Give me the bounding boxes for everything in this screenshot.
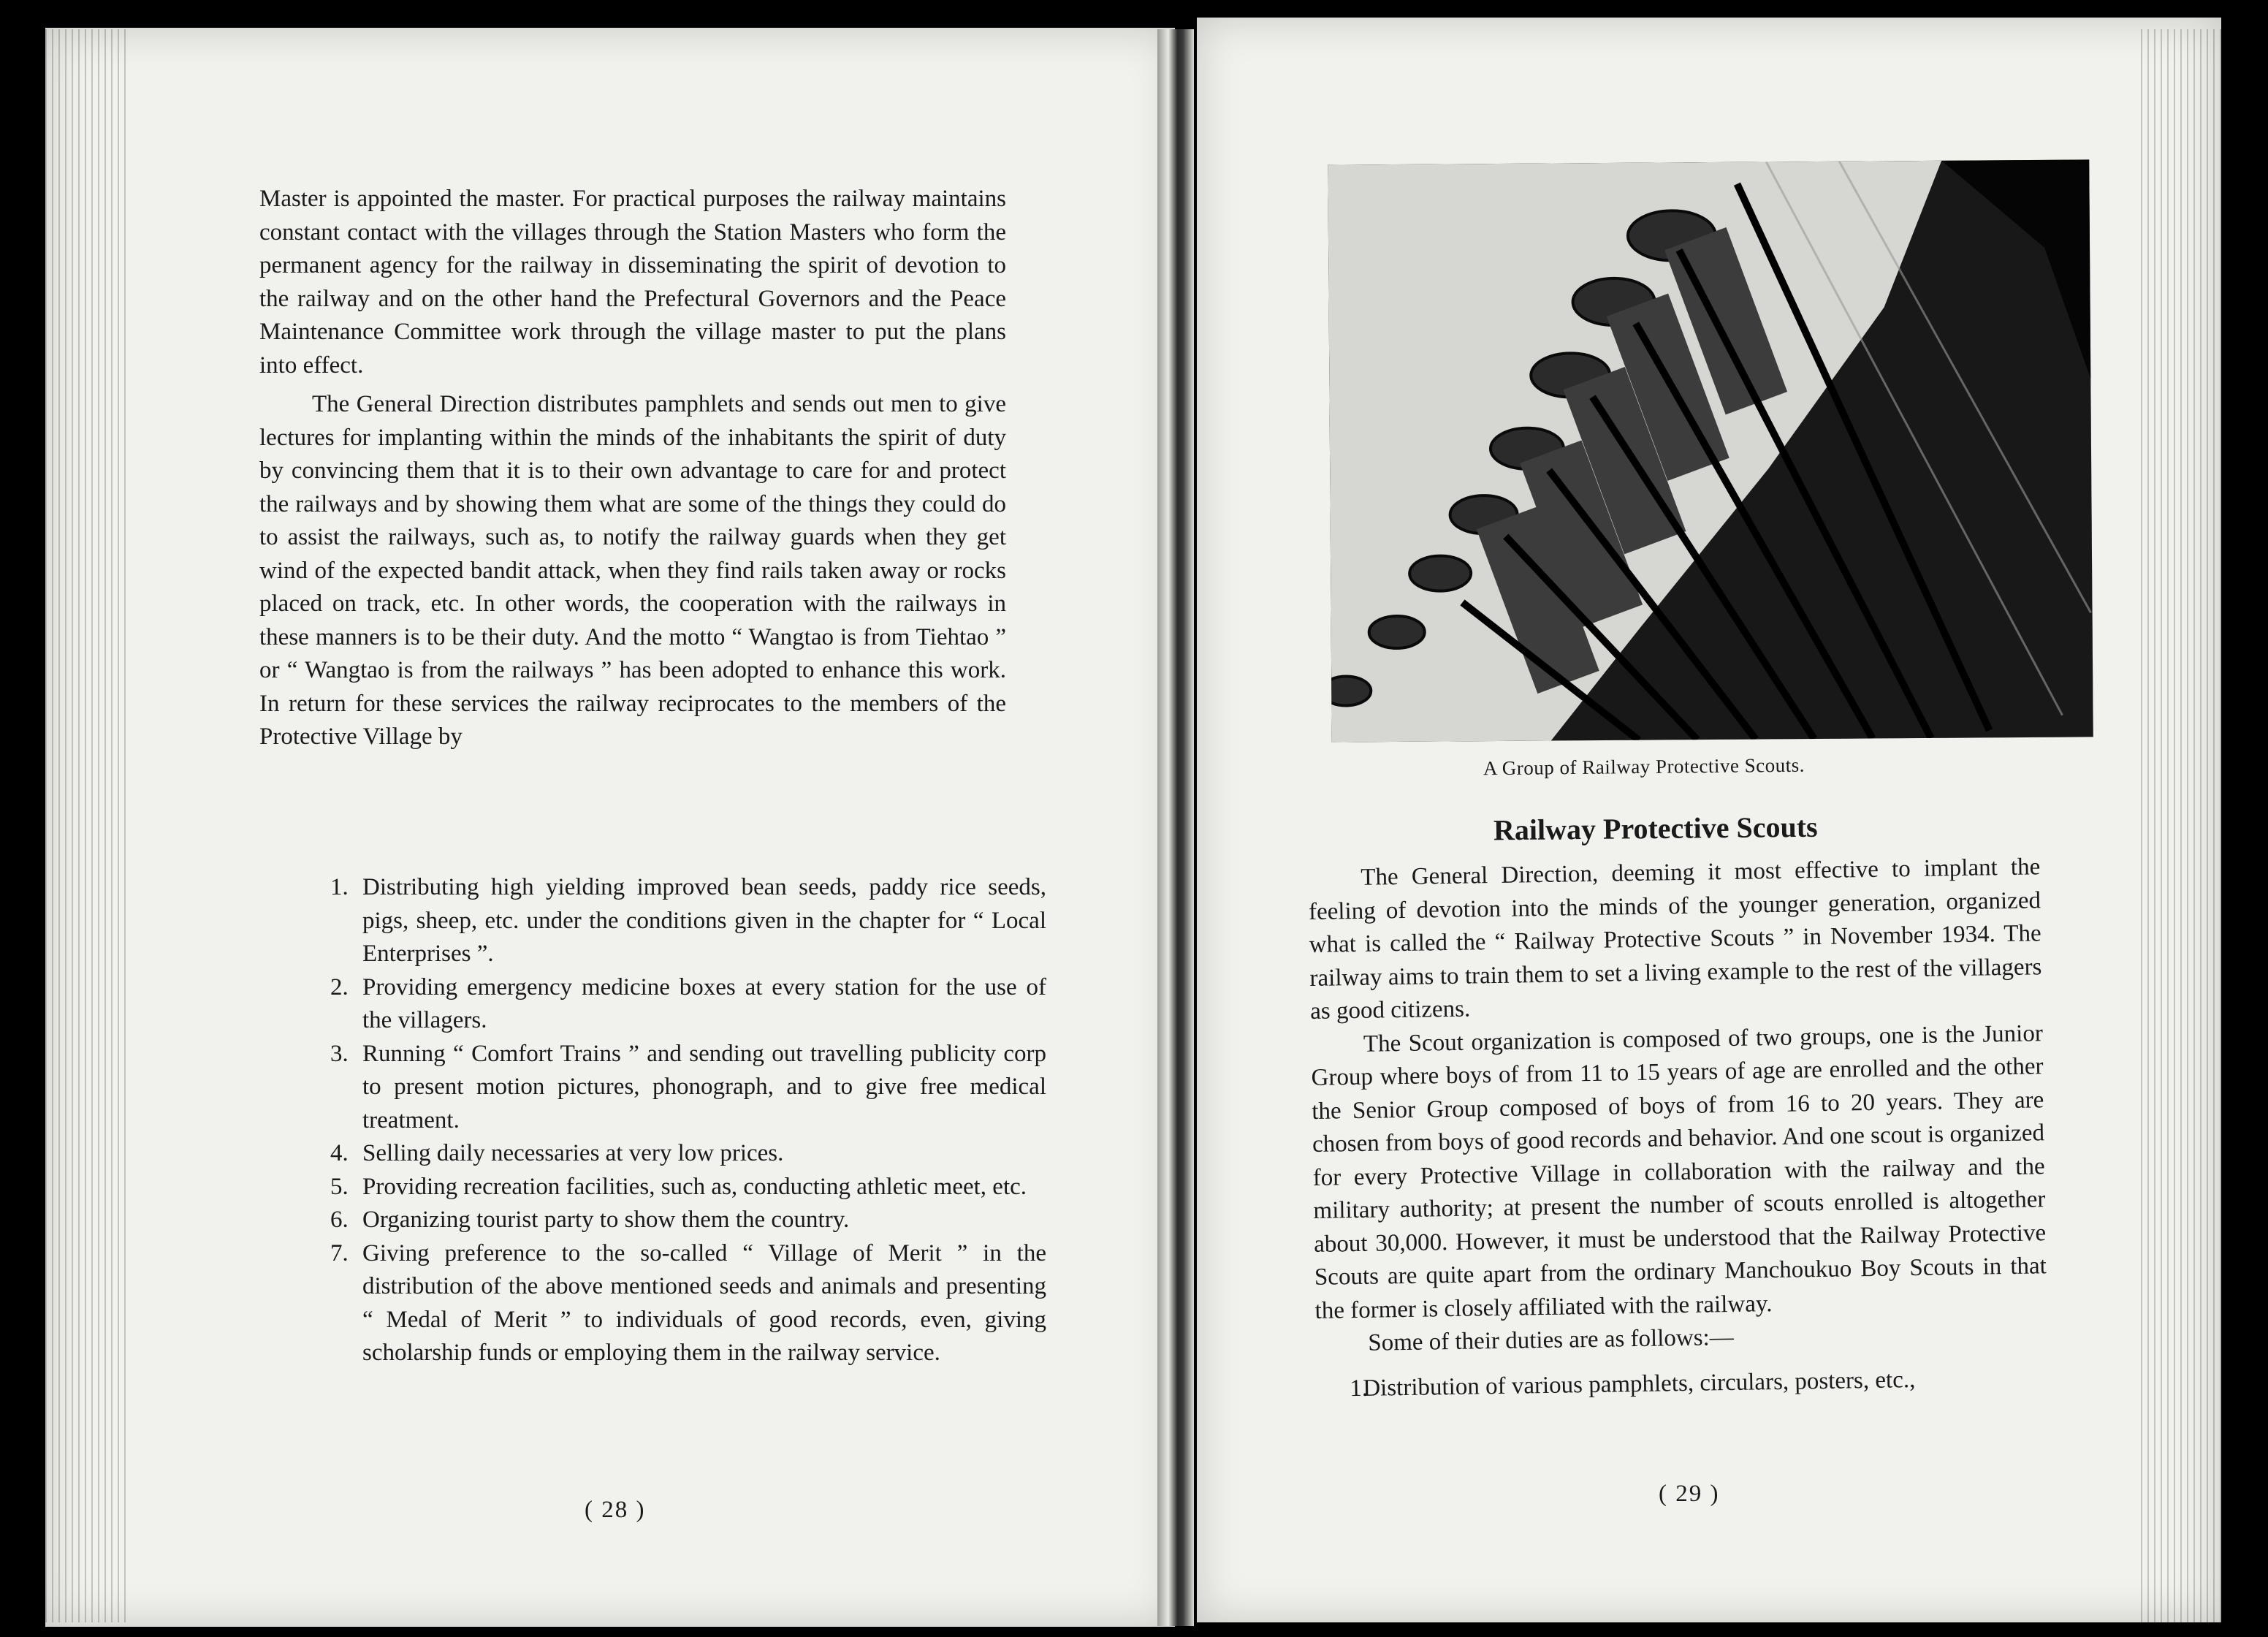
services-list-item [330,1137,1046,1171]
services-list-item [330,1171,1046,1204]
services-list-text: Providing emergency medicine boxes at every station for the use of the villagers. [362,973,1046,1033]
services-list-item [330,1204,1046,1237]
services-list-number: 1. [330,874,349,900]
left-paragraph-1: Master is appointed the master. For practical purposes the railway maintains constant contact with the villages through the Station Masters who form the permanent agency for the railway in disseminating the spirit of devotion to the railway and on the other hand the Prefectural Governors and the Peace Maintenance Committee work through the village master to put the plans into effect. [259,186,1006,379]
right-page-number: ( 29 ) [1659,1481,1720,1507]
services-list-number: 4. [330,1140,349,1166]
right-page-edges [2141,29,2221,1622]
left-page-edges [45,29,126,1622]
right-body-text [1308,851,2049,1406]
services-list-text: Running “ Comfort Trains ” and sending out travelling publicity corp to present motion pictures, phonograph, and to give free medical treatment. [362,1040,1046,1133]
services-list-number: 3. [330,1040,349,1067]
scouts-photo-image [1328,159,2093,742]
services-list-item [330,1038,1046,1138]
services-list-item [330,871,1046,971]
services-list [330,871,1046,1370]
left-paragraph-2: The General Direction distributes pamphlets and sends out men to give lectures for implanting within the minds of the inhabitants the spirit of duty by convincing them that it is to their own advantage to care for and protect the railways and by showing them what are some of the things they could do to assist the railways, such as, to notify the railway guards when they get wind of the expected bandit attack, when they find rails taken away or rocks placed on track, etc. In other words, the cooperation with the railways in these manners is to be their duty. And the motto “ Wangtao is from Tiehtao ” or “ Wangtao is from the railways ” has been adopted to enhance this work. In return for these services the railway reciprocates to the members of the Protective Village by [259,391,1006,750]
services-list-text: Selling daily necessaries at very low prices. [362,1140,784,1166]
services-list-text: Providing recreation facilities, such as, conducting athletic meet, etc. [362,1173,1027,1200]
right-paragraph-2: The Scout organization is composed of two groups, one is the Junior Group where boys of from 11 to 15 years of age are enrolled and the other the Senior Group composed of boys of from 16 to 20 years. They are chosen from boys of good records and behavior. And one scout is organized for every Protective Village in collaboration with the railway and the military authority; at present the number of scouts enrolled is altogether about 30,000. However, it must be understood that the Railway Protective Scouts are quite apart from the ordinary Manchoukuo Boy Scouts in that the former is closely affiliated with the railway. [1311,1019,2047,1324]
section-heading: Railway Protective Scouts [1493,810,1818,847]
right-paragraph-1: The General Direction, deeming it most effective to implant the feeling of devotion into the minds of the younger generation, organized what is called the “ Railway Protective Scouts ” in November 1934. The railway aims to train them to set a living example to the rest of the villagers as good citizens. [1308,854,2042,1025]
photo-caption: A Group of Railway Protective Scouts. [1483,753,1805,780]
duties-list-number: 1. [1350,1375,1369,1402]
services-list-text: Giving preference to the so-called “ Village of Merit ” in the distribution of the above mentioned seeds and animals and presenting “ Medal of Merit ” to individuals of good records, even, giving scholarship funds or employing them in the railway service. [362,1239,1046,1366]
services-list-text: Organizing tourist party to show them the country. [362,1207,850,1233]
right-paragraph-3: Some of their duties are as follows:— [1368,1323,1734,1356]
services-list-number: 5. [330,1173,349,1200]
left-page-number: ( 28 ) [585,1497,646,1523]
services-list-text: Distributing high yielding improved bean seeds, paddy rice seeds, pigs, sheep, etc. under the conditions given in the chapter for “ Local Enterprises ”. [362,874,1046,967]
duties-list-text: Distribution of various pamphlets, circulars, posters, etc., [1363,1366,1916,1402]
scouts-photo [1328,159,2093,742]
book-gutter [1157,29,1194,1626]
services-list-item [330,971,1046,1038]
services-list-number: 6. [330,1207,349,1233]
services-list-number: 7. [330,1239,349,1266]
left-body-text [259,183,1006,754]
services-list-item [330,1237,1046,1370]
services-list-number: 2. [330,973,349,1000]
